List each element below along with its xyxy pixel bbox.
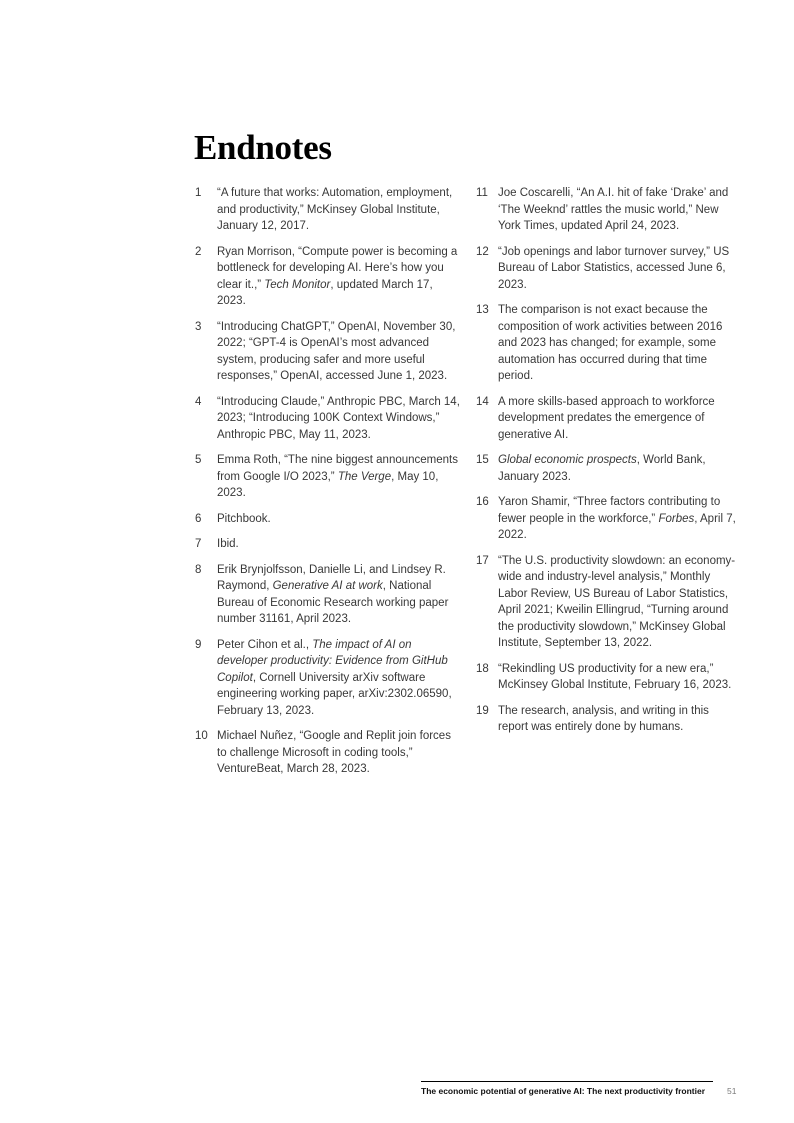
endnote-text: The research, analysis, and writing in this report was entirely done by humans. [498, 704, 709, 733]
endnote-number: 17 [476, 554, 489, 567]
endnote-number: 6 [195, 512, 202, 525]
endnote-text: Ibid. [217, 538, 239, 550]
endnote-text-italic: Forbes [658, 512, 695, 525]
endnote-number: 7 [195, 538, 202, 550]
footer-page-number: 51 [727, 1086, 737, 1096]
endnote-item [195, 319, 460, 385]
endnote-item [195, 637, 460, 720]
endnote-text: “Rekindling US productivity for a new era,” McKinsey Global Institute, February 16, 2023. [498, 662, 732, 691]
endnote-text-italic: Tech Monitor [264, 278, 331, 291]
endnote-item [195, 511, 460, 528]
endnote-item [476, 661, 741, 694]
endnote-number: 1 [195, 187, 202, 199]
endnote-text: Michael Nuñez, “Google and Replit join forces to challenge Microsoft in coding tools,” VentureBeat, March 28, 2023. [217, 730, 451, 775]
endnote-text-italic: Generative AI at work [272, 580, 383, 592]
endnote-number: 16 [476, 496, 489, 508]
endnote-text: “The U.S. productivity slowdown: an economy-wide and industry-level analysis,” Monthly Labor Review, US Bureau of Labor Statistics, April 2021; Kweilin Ellingrud, “Turning around the productivity slowdown,” McKinsey Global Institute, September 13, 2022. [498, 554, 736, 649]
endnote-text: The comparison is not exact because the composition of work activities between 2016 and 2023 has changed; for example, some automation has occurred during that time period. [498, 304, 723, 382]
endnote-number: 18 [476, 662, 489, 675]
endnote-text: Global economic prospects, World Bank, January 2023. [498, 454, 706, 483]
endnote-item [476, 185, 741, 235]
endnotes-columns [195, 185, 741, 787]
endnote-item [195, 562, 460, 628]
endnote-number: 19 [476, 704, 489, 717]
endnote-number: 2 [195, 245, 202, 258]
endnote-item [476, 553, 741, 652]
endnote-text-italic: Global economic prospects [498, 454, 637, 466]
page-title: Endnotes [194, 128, 332, 167]
endnote-text: Emma Roth, “The nine biggest announcements from Google I/O 2023,” The Verge, May 10, 2023. [217, 454, 458, 499]
endnote-item [476, 302, 741, 385]
endnote-item [195, 394, 460, 444]
endnote-number: 10 [195, 730, 208, 742]
endnote-item [195, 452, 460, 502]
endnote-text: “Introducing ChatGPT,” OpenAI, November 30, 2022; “GPT-4 is OpenAI’s most advanced system, producing safer and more useful responses,” OpenAI, accessed June 1, 2023. [217, 320, 456, 382]
endnote-text: Ryan Morrison, “Compute power is becoming a bottleneck for developing AI. Here’s how you clear it.,” Tech Monitor, updated March 17, 2023. [217, 245, 458, 307]
endnote-item [476, 244, 741, 294]
endnote-text: Joe Coscarelli, “An A.I. hit of fake ‘Drake’ and ‘The Weeknd’ rattles the music world,” New York Times, updated April 24, 2023. [498, 187, 729, 232]
endnote-number: 4 [195, 395, 202, 408]
endnote-item [476, 452, 741, 485]
endnote-text: Erik Brynjolfsson, Danielle Li, and Lindsey R. Raymond, Generative AI at work, National Bureau of Economic Research working paper number 31161, April 2023. [217, 563, 449, 625]
endnotes-column-left [195, 185, 460, 787]
endnote-number: 14 [476, 395, 489, 408]
endnote-text: Yaron Shamir, “Three factors contributing to fewer people in the workforce,” Forbes, April 7, 2022. [498, 496, 736, 541]
endnote-number: 3 [195, 320, 202, 333]
endnote-text: “A future that works: Automation, employment, and productivity,” McKinsey Global Institute, January 12, 2017. [217, 187, 453, 232]
endnote-text: Peter Cihon et al., The impact of AI on developer productivity: Evidence from GitHub Copilot, Cornell University arXiv software engineering working paper, arXiv:2302.06590, February 13, 2023. [217, 638, 452, 717]
endnote-text-italic: The Verge [337, 470, 392, 483]
endnote-number: 11 [476, 187, 488, 199]
endnote-text: Pitchbook. [217, 512, 271, 525]
endnote-item [476, 494, 741, 544]
endnote-item [195, 536, 460, 553]
endnote-number: 13 [476, 304, 489, 316]
endnote-text: A more skills-based approach to workforce development predates the emergence of generative AI. [498, 395, 715, 441]
endnote-text: “Job openings and labor turnover survey,” US Bureau of Labor Statistics, accessed June 6, 2023. [498, 245, 730, 291]
endnotes-column-right [476, 185, 741, 787]
endnote-text: “Introducing Claude,” Anthropic PBC, March 14, 2023; “Introducing 100K Context Windows,” Anthropic PBC, May 11, 2023. [217, 395, 460, 441]
endnote-number: 8 [195, 563, 202, 576]
endnote-text-italic: The impact of AI on developer productivity: Evidence from GitHub Copilot [217, 638, 448, 684]
endnote-number: 5 [195, 454, 202, 466]
footer-report-title: The economic potential of generative AI: The next productivity frontier [421, 1081, 713, 1096]
endnote-item [195, 244, 460, 310]
endnote-item [195, 728, 460, 778]
endnote-item [195, 185, 460, 235]
endnote-number: 9 [195, 638, 202, 651]
endnote-item [476, 703, 741, 736]
endnote-number: 15 [476, 454, 489, 466]
page-footer [421, 1081, 746, 1096]
endnote-number: 12 [476, 245, 489, 258]
endnote-item [476, 394, 741, 444]
